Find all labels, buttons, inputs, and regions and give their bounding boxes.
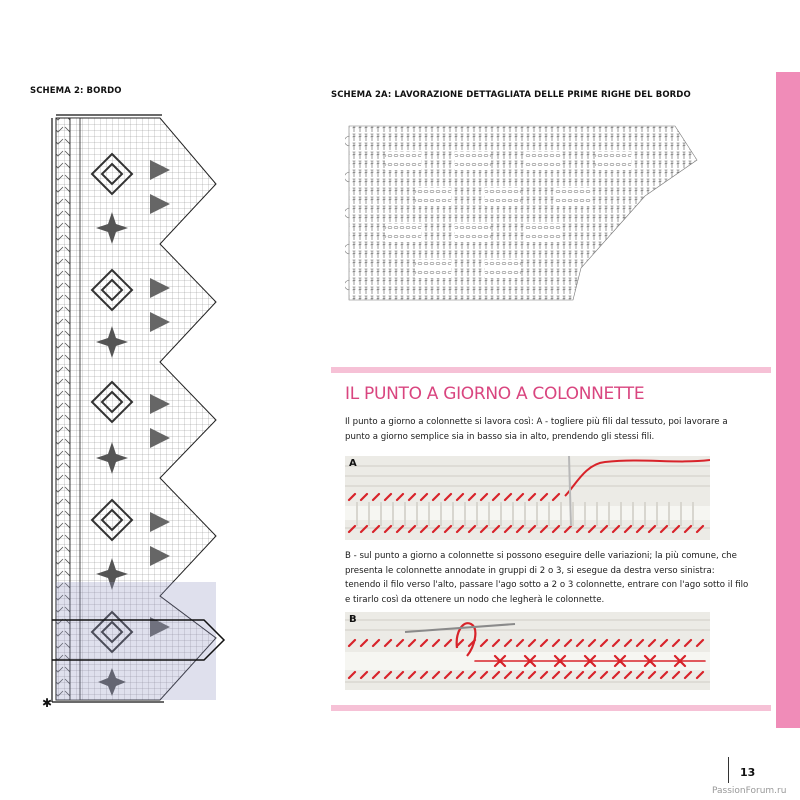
- photo-a-label: A: [349, 458, 357, 469]
- scheme-2-caption: SCHEMA 2: BORDO: [30, 86, 122, 96]
- section-top-rule: [331, 367, 771, 373]
- variation-paragraph: B - sul punto a giorno a colonnette si possono eseguire delle variazioni; la più comune, che presenta le colonnette annodate in gruppi di 2 o 3, si esegue da destra verso sinistra: tenendo il filo verso l'alto, passare l'ago sotto a 2 o 3 colonnette, entrare con l'ago sotto il filo e tirarlo così da ottenere un nodo che legherà le colonnette.: [345, 551, 749, 605]
- photo-b-label: B: [349, 614, 357, 625]
- pink-side-tab: [776, 72, 800, 728]
- photo-b: [345, 612, 710, 690]
- stitched-fabric-photo-a: [345, 456, 710, 540]
- footer-divider: [728, 757, 729, 783]
- section-bottom-rule: [331, 705, 771, 711]
- intro-paragraph: Il punto a giorno a colonnette si lavora così: A - togliere più fili dal tessuto, poi lavorare a punto a giorno semplice sia in basso sia in alto, prendendo gli stessi fili.: [345, 417, 728, 442]
- section-title: IL PUNTO A GIORNO A COLONNETTE: [345, 384, 645, 404]
- crochet-symbol-diagram: [345, 124, 705, 304]
- page-number: 13: [740, 766, 756, 779]
- photo-a: [345, 456, 710, 540]
- watermark: PassionForum.ru: [712, 786, 787, 796]
- stitched-fabric-photo-b: [345, 612, 710, 690]
- svg-text:✱: ✱: [42, 696, 53, 710]
- scheme-2a-caption: SCHEMA 2A: LAVORAZIONE DETTAGLIATA DELLE PRIME RIGHE DEL BORDO: [331, 90, 691, 100]
- filet-border-chart: [40, 112, 240, 712]
